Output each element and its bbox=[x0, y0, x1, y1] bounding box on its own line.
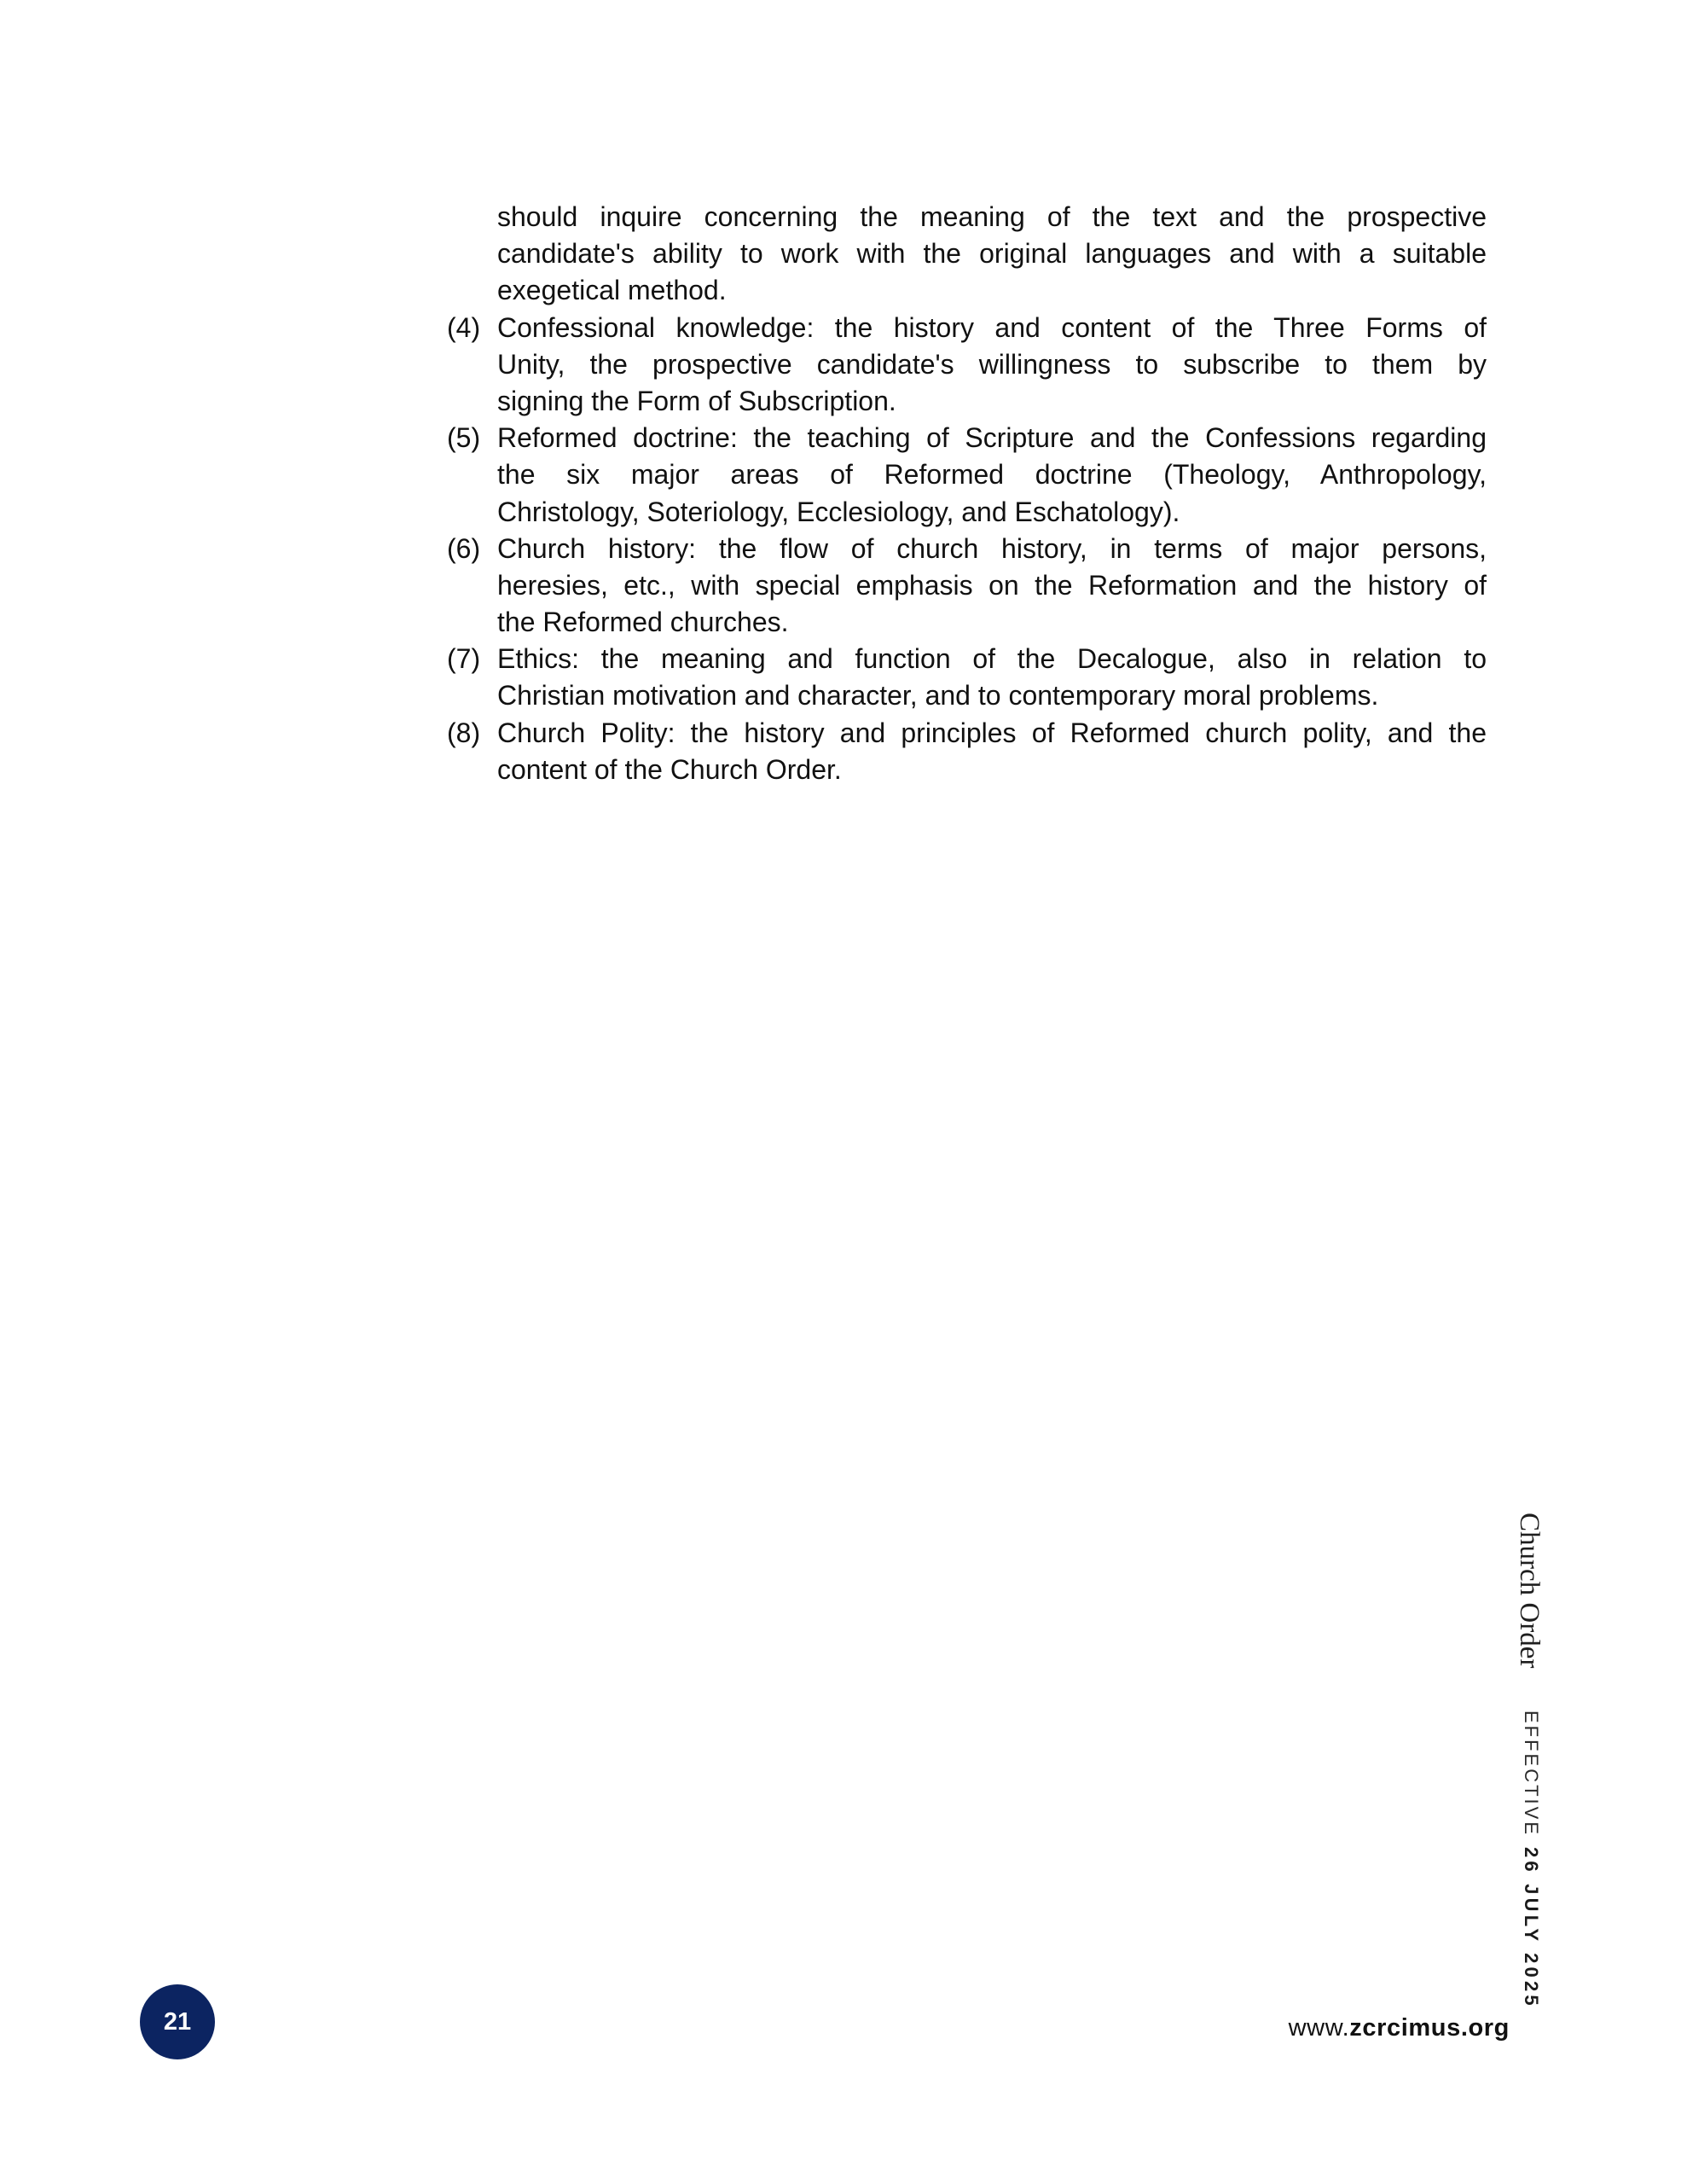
list-item-number: (6) bbox=[447, 532, 481, 564]
list-item-4 bbox=[443, 310, 1487, 421]
text-line: Ethics: the meaning and function of the Decalogue, also in relation to bbox=[497, 643, 1487, 675]
text-line: exegetical method. bbox=[497, 275, 727, 306]
text-line: Church history: the flow of church history, in terms of major persons, bbox=[497, 532, 1487, 564]
list-item-number: (4) bbox=[447, 311, 481, 343]
effective-date: 26 JULY 2025 bbox=[1521, 1847, 1542, 2009]
text-line: should inquire concerning the meaning of the text and the prospective bbox=[497, 201, 1487, 232]
effective-label: EFFECTIVE bbox=[1521, 1711, 1542, 1838]
continuation-paragraph bbox=[443, 199, 1487, 310]
list-item-7 bbox=[443, 641, 1487, 714]
document-title-vertical: Church Order bbox=[1514, 1513, 1545, 1669]
text-line: candidate's ability to work with the original languages and with a suitable bbox=[497, 238, 1487, 270]
text-line: Confessional knowledge: the history and content of the Three Forms of bbox=[497, 311, 1487, 343]
list-item-5 bbox=[443, 420, 1487, 531]
text-line: Reformed doctrine: the teaching of Scripture and the Confessions regarding bbox=[497, 422, 1487, 454]
text-line: Unity, the prospective candidate's willingness to subscribe to them by bbox=[497, 348, 1487, 380]
text-line: Church Polity: the history and principles of Reformed church polity, and the bbox=[497, 717, 1487, 748]
text-line: content of the Church Order. bbox=[497, 753, 842, 785]
list-item-6 bbox=[443, 531, 1487, 642]
text-line: heresies, etc., with special emphasis on the Reformation and the history of bbox=[497, 569, 1487, 601]
page-number: 21 bbox=[163, 2007, 192, 2036]
url-domain: zcrcimus.org bbox=[1349, 2014, 1510, 2042]
url-prefix: www. bbox=[1288, 2014, 1350, 2042]
text-line: the six major areas of Reformed doctrine (Theology, Anthropology, bbox=[497, 459, 1487, 491]
text-line: Christology, Soteriology, Ecclesiology, and Eschatology). bbox=[497, 496, 1180, 527]
text-line: Christian motivation and character, and to contemporary moral problems. bbox=[497, 680, 1379, 712]
list-item-number: (8) bbox=[447, 717, 481, 748]
text-line: the Reformed churches. bbox=[497, 607, 789, 638]
list-item-number: (5) bbox=[447, 422, 481, 454]
website-link[interactable] bbox=[1289, 2016, 1510, 2041]
list-item-number: (7) bbox=[447, 643, 481, 675]
page-number-badge bbox=[140, 1984, 215, 2059]
body-text bbox=[443, 199, 1487, 788]
list-item-8 bbox=[443, 715, 1487, 788]
text-line: signing the Form of Subscription. bbox=[497, 385, 896, 416]
